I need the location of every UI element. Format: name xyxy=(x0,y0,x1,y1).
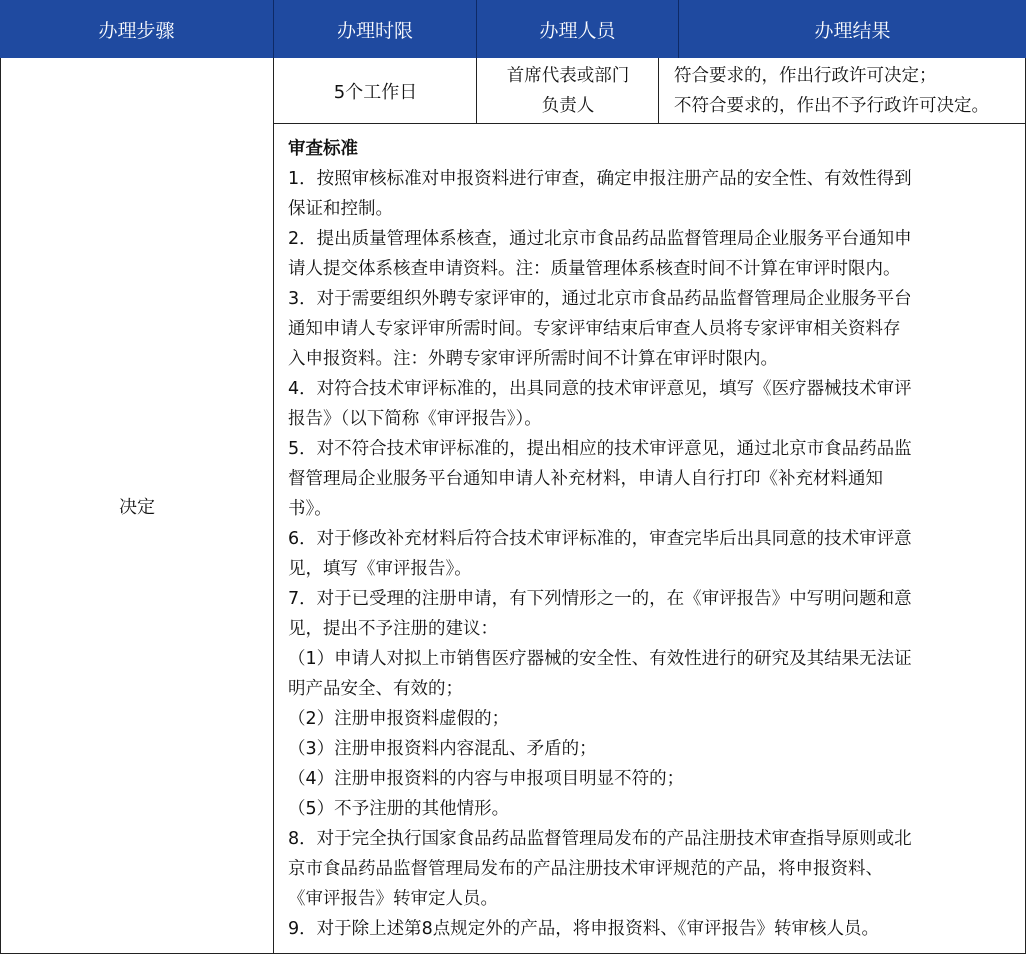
standard-line: 督管理局企业服务平台通知申请人补充材料，申请人自行打印《补充材料通知 xyxy=(288,469,883,489)
step-cell xyxy=(0,58,274,954)
standard-line: 明产品安全、有效的； xyxy=(288,679,463,699)
header-step: 办理步骤 xyxy=(0,0,274,58)
personnel-divider xyxy=(658,58,659,124)
standard-line: 3．对于需要组织外聘专家评审的，通过北京市食品药品监督管理局企业服务平台 xyxy=(288,289,912,309)
standard-line: （5）不予注册的其他情形。 xyxy=(288,799,510,819)
personnel-line: 首席代表或部门 xyxy=(506,66,630,86)
standard-line: （4）注册申报资料的内容与申报项目明显不符的； xyxy=(288,769,685,789)
time-divider xyxy=(476,58,477,124)
step-divider xyxy=(273,58,274,954)
header-result: 办理结果 xyxy=(679,0,1026,58)
time-limit-value: 5个工作日 xyxy=(333,82,418,103)
standard-line: 通知申请人专家评审所需时间。专家评审结束后审查人员将专家评审相关资料存 xyxy=(288,319,901,339)
standard-line: 见，填写《审评报告》。 xyxy=(288,559,472,579)
standard-line: 请人提交体系核查申请资料。注：质量管理体系核查时间不计算在审评时限内。 xyxy=(288,259,901,279)
standard-line: （2）注册申报资料虚假的； xyxy=(288,709,510,729)
header-personnel: 办理人员 xyxy=(477,0,679,58)
header-time-limit: 办理时限 xyxy=(274,0,477,58)
standard-line: 保证和控制。 xyxy=(288,199,393,219)
step-label: 决定 xyxy=(119,497,155,518)
time-limit-cell xyxy=(274,58,477,124)
border-left xyxy=(0,58,1,954)
standard-line: 入申报资料。注：外聘专家审评所需时间不计算在审评时限内。 xyxy=(288,349,778,369)
standard-line: 见，提出不予注册的建议： xyxy=(288,619,498,639)
review-standard xyxy=(288,134,1018,944)
standard-line: 《审评报告》转审定人员。 xyxy=(288,889,498,909)
standard-line: （1）申请人对拟上市销售医疗器械的安全性、有效性进行的研究及其结果无法证 xyxy=(288,649,912,669)
standard-line: 6．对于修改补充材料后符合技术审评标准的，审查完毕后出具同意的技术审评意 xyxy=(288,529,912,549)
standard-line: 4．对符合技术审评标准的，出具同意的技术审评意见，填写《医疗器械技术审评 xyxy=(288,379,912,399)
row-divider xyxy=(273,123,1026,124)
standard-title: 审查标准 xyxy=(288,139,358,159)
personnel-cell xyxy=(477,58,659,124)
standard-line: 7．对于已受理的注册申请，有下列情形之一的，在《审评报告》中写明问题和意 xyxy=(288,589,912,609)
standard-line: 5．对不符合技术审评标准的，提出相应的技术审评意见，通过北京市食品药品监 xyxy=(288,439,912,459)
personnel-line: 负责人 xyxy=(541,96,595,116)
result-line: 不符合要求的，作出不予行政许可决定。 xyxy=(674,96,989,116)
standard-line: 1．按照审核标准对申报资料进行审查，确定申报注册产品的安全性、有效性得到 xyxy=(288,169,912,189)
result-cell xyxy=(659,58,1026,124)
standard-line: （3）注册申报资料内容混乱、矛盾的； xyxy=(288,739,597,759)
standard-line: 8．对于完全执行国家食品药品监督管理局发布的产品注册技术审查指导原则或北 xyxy=(288,829,912,849)
standard-line: 9．对于除上述第8点规定外的产品，将申报资料、《审评报告》转审核人员。 xyxy=(288,919,880,939)
standard-line: 京市食品药品监督管理局发布的产品注册技术审评规范的产品，将申报资料、 xyxy=(288,859,883,879)
standard-line: 报告》（以下简称《审评报告》）。 xyxy=(288,409,542,429)
result-line: 符合要求的，作出行政许可决定； xyxy=(674,66,937,86)
standard-line: 2．提出质量管理体系核查，通过北京市食品药品监督管理局企业服务平台通知申 xyxy=(288,229,912,249)
standard-line: 书》。 xyxy=(288,499,332,519)
